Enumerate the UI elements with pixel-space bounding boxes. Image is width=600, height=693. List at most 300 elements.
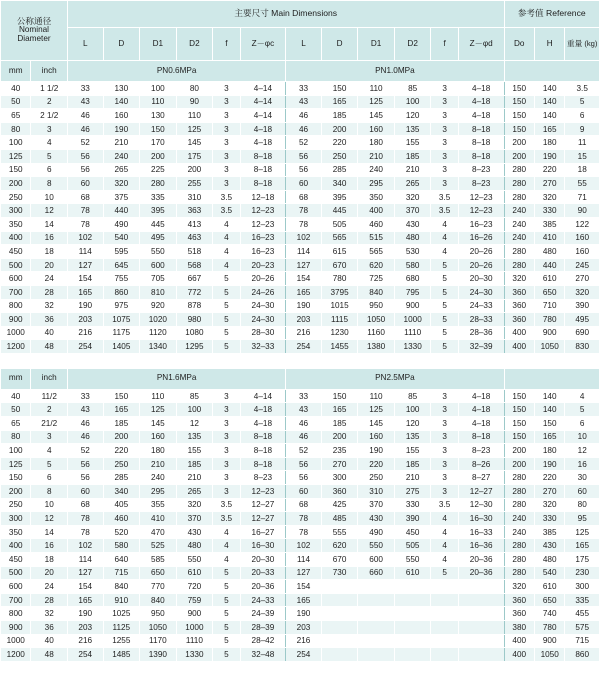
table-cell: 160	[140, 430, 177, 444]
reference-header: 参考值 Reference	[504, 1, 600, 28]
table-cell: 280	[504, 471, 534, 485]
table-cell: 900	[534, 634, 564, 648]
table-cell: 165	[321, 403, 358, 417]
table-cell: 20–33	[240, 566, 286, 580]
table-cell: 280	[504, 539, 534, 553]
table-cell: 220	[321, 136, 358, 150]
table-cell: 78	[68, 525, 104, 539]
table-cell: 43	[68, 403, 104, 417]
table-cell: 200	[504, 136, 534, 150]
col-header: D2	[176, 28, 213, 61]
table-cell: 1390	[140, 648, 177, 662]
table-cell: 580	[394, 258, 431, 272]
table-cell: 450	[394, 525, 431, 539]
table-cell: 125	[1, 149, 31, 163]
table-cell: 90	[565, 204, 600, 218]
table-cell: 210	[358, 149, 395, 163]
table-cell: 280	[504, 177, 534, 191]
table-cell: 363	[176, 204, 213, 218]
table-cell: 550	[176, 553, 213, 567]
table-cell: 1000	[1, 326, 31, 340]
table-cell: 165	[565, 539, 600, 553]
table-cell: 20	[31, 258, 68, 272]
table-cell: 8–18	[458, 149, 504, 163]
table-cell: 16–23	[240, 245, 286, 259]
section1-body	[1, 82, 600, 354]
table-cell: 155	[394, 136, 431, 150]
table-cell: 320	[565, 285, 600, 299]
table-cell: 3	[431, 109, 458, 123]
table-cell: 370	[176, 512, 213, 526]
table-cell: 725	[358, 272, 395, 286]
table-cell: 280	[504, 163, 534, 177]
table-cell: 3	[213, 403, 240, 417]
section-gap	[1, 353, 600, 368]
table-row	[1, 620, 600, 634]
table-cell: 8–26	[458, 457, 504, 471]
table-cell: 4–18	[458, 403, 504, 417]
table-cell: 740	[534, 607, 564, 621]
table-cell: 56	[68, 457, 104, 471]
table-cell: 255	[176, 177, 213, 191]
table-cell: 270	[534, 485, 564, 499]
table-cell: 65	[1, 109, 31, 123]
table-cell: 160	[103, 109, 140, 123]
table-cell: 150	[140, 122, 177, 136]
table-cell: 85	[176, 389, 213, 403]
table-cell: 600	[1, 580, 31, 594]
table-cell: 1115	[321, 313, 358, 327]
table-cell: 4–18	[458, 95, 504, 109]
unit-mm-label: mm	[1, 61, 31, 82]
table-cell: 200	[321, 122, 358, 136]
table-cell: 78	[68, 217, 104, 231]
pressure-right-label: PN1.0MPa	[286, 61, 504, 82]
table-row	[1, 580, 600, 594]
table-cell: 710	[534, 299, 564, 313]
table-cell: 1000	[394, 313, 431, 327]
table-cell: 28–39	[240, 620, 286, 634]
table-cell: 12	[31, 512, 68, 526]
table-cell: 400	[504, 340, 534, 354]
table-cell: 85	[394, 82, 431, 96]
table-cell: 4–14	[240, 389, 286, 403]
table-cell: 860	[565, 648, 600, 662]
col-header: H	[534, 28, 564, 61]
table-cell: 690	[565, 326, 600, 340]
table-cell: 360	[504, 285, 534, 299]
table-cell: 200	[504, 457, 534, 471]
table-row	[1, 403, 600, 417]
table-row	[1, 217, 600, 231]
table-cell: 210	[394, 163, 431, 177]
table-cell: 568	[176, 258, 213, 272]
nominal-diameter-header	[1, 1, 68, 61]
table-cell: 150	[504, 403, 534, 417]
table-cell: 3	[431, 82, 458, 96]
table-cell: 295	[358, 177, 395, 191]
table-cell: 18	[565, 163, 600, 177]
table-cell: 185	[321, 417, 358, 431]
table-cell: 145	[358, 417, 395, 431]
table-cell: 5	[213, 648, 240, 662]
table-cell: 114	[68, 553, 104, 567]
table-cell: 280	[504, 498, 534, 512]
table-cell: 52	[286, 136, 322, 150]
table-cell: 46	[286, 430, 322, 444]
table-cell: 650	[140, 566, 177, 580]
table-cell: 1170	[140, 634, 177, 648]
table-cell: 33	[68, 389, 104, 403]
table-cell: 100	[1, 444, 31, 458]
table-cell: 5	[431, 566, 458, 580]
table-row	[1, 485, 600, 499]
table-cell: 780	[534, 620, 564, 634]
table-cell: 530	[394, 245, 431, 259]
table-cell: 165	[321, 95, 358, 109]
table-cell: 650	[534, 593, 564, 607]
table-cell: 5	[213, 340, 240, 354]
table-row	[1, 177, 600, 191]
table-cell: 310	[176, 190, 213, 204]
table-cell: 295	[140, 485, 177, 499]
table-cell: 175	[176, 149, 213, 163]
table-cell: 43	[286, 95, 322, 109]
table-cell: 3	[213, 444, 240, 458]
table-cell: 520	[103, 525, 140, 539]
table-cell: 705	[140, 272, 177, 286]
table-cell: 480	[176, 539, 213, 553]
table-cell: 140	[103, 95, 140, 109]
table-cell: 56	[286, 471, 322, 485]
table-cell: 400	[358, 204, 395, 218]
table-cell: 4	[213, 525, 240, 539]
table-cell: 500	[1, 258, 31, 272]
table-cell: 135	[176, 430, 213, 444]
header-row-columns	[1, 28, 600, 61]
table-cell: 254	[68, 340, 104, 354]
pressure-right-label: PN2.5MPa	[286, 368, 504, 389]
table-cell: 216	[286, 326, 322, 340]
table-cell: 480	[394, 231, 431, 245]
table-cell: 320	[504, 580, 534, 594]
table-row	[1, 471, 600, 485]
table-cell: 320	[394, 190, 431, 204]
pressure-left-label: PN1.6MPa	[68, 368, 286, 389]
table-cell: 250	[358, 471, 395, 485]
table-cell: 385	[534, 217, 564, 231]
table-cell: 68	[286, 190, 322, 204]
table-cell: 150	[504, 82, 534, 96]
table-cell: 300	[1, 512, 31, 526]
table-cell: 235	[321, 444, 358, 458]
table-cell: 670	[321, 258, 358, 272]
table-cell: 225	[140, 163, 177, 177]
table-cell: 200	[321, 430, 358, 444]
table-cell: 3	[213, 485, 240, 499]
table-cell	[394, 620, 431, 634]
table-cell	[358, 593, 395, 607]
table-cell: 4	[31, 136, 68, 150]
table-cell: 12	[565, 444, 600, 458]
table-cell: 3	[213, 95, 240, 109]
table-row	[1, 258, 600, 272]
table-cell: 60	[565, 485, 600, 499]
table-cell: 125	[358, 95, 395, 109]
table-cell: 21/2	[31, 417, 68, 431]
table-cell: 140	[534, 389, 564, 403]
table-cell: 800	[1, 299, 31, 313]
table-cell: 122	[565, 217, 600, 231]
table-cell: 78	[286, 204, 322, 218]
reference-blank	[504, 368, 600, 389]
table-cell: 330	[534, 204, 564, 218]
table-cell: 550	[394, 553, 431, 567]
table-cell: 46	[286, 122, 322, 136]
table-cell	[321, 580, 358, 594]
table-cell: 3	[431, 444, 458, 458]
table-cell: 878	[176, 299, 213, 313]
table-cell: 300	[321, 471, 358, 485]
table-cell: 8–23	[458, 163, 504, 177]
table-cell: 280	[504, 190, 534, 204]
table-cell: 5	[213, 313, 240, 327]
table-cell: 320	[176, 498, 213, 512]
table-cell: 240	[504, 525, 534, 539]
table-cell: 20–36	[458, 566, 504, 580]
table-cell: 540	[534, 566, 564, 580]
table-cell: 3	[431, 149, 458, 163]
table-cell: 165	[286, 285, 322, 299]
table-cell: 52	[68, 136, 104, 150]
table-cell: 100	[394, 403, 431, 417]
table-cell: 4–18	[240, 403, 286, 417]
table-cell: 33	[286, 82, 322, 96]
header-row-top	[1, 1, 600, 28]
table-cell: 5	[431, 313, 458, 327]
table-row	[1, 82, 600, 96]
table-cell: 1340	[140, 340, 177, 354]
table-cell	[321, 607, 358, 621]
col-header: D2	[394, 28, 431, 61]
table-cell: 32	[31, 299, 68, 313]
table-cell: 610	[394, 566, 431, 580]
table-cell: 400	[1, 539, 31, 553]
table-cell	[431, 593, 458, 607]
table-cell: 4	[213, 539, 240, 553]
table-cell: 135	[394, 430, 431, 444]
table-cell: 78	[286, 525, 322, 539]
table-cell: 160	[565, 231, 600, 245]
table-cell: 1160	[358, 326, 395, 340]
table-cell: 2 1/2	[31, 109, 68, 123]
table-cell: 24	[31, 272, 68, 286]
table-cell: 1200	[1, 648, 31, 662]
table-cell: 56	[68, 471, 104, 485]
table-cell: 5	[565, 95, 600, 109]
table-cell: 16–30	[458, 512, 504, 526]
table-cell: 50	[1, 403, 31, 417]
table-cell: 220	[534, 163, 564, 177]
table-cell: 1110	[394, 326, 431, 340]
table-cell: 12–23	[458, 190, 504, 204]
table-cell: 4	[213, 217, 240, 231]
table-cell: 127	[68, 258, 104, 272]
nominal-en-label: Nominal Diameter	[17, 25, 51, 44]
table-cell: 16–27	[240, 525, 286, 539]
table-cell: 15	[565, 149, 600, 163]
table-cell: 770	[140, 580, 177, 594]
table-cell: 720	[176, 580, 213, 594]
table-cell: 32	[31, 607, 68, 621]
table-row	[1, 525, 600, 539]
table-cell: 114	[286, 245, 322, 259]
table-cell: 615	[321, 245, 358, 259]
table-cell: 5	[213, 272, 240, 286]
table-cell: 20–30	[458, 272, 504, 286]
table-cell: 46	[68, 122, 104, 136]
table-cell: 3.5	[213, 498, 240, 512]
table-cell: 3	[213, 471, 240, 485]
table-cell: 56	[68, 163, 104, 177]
table-cell: 65	[1, 417, 31, 431]
table-cell: 240	[103, 149, 140, 163]
table-cell: 4–18	[240, 417, 286, 431]
table-cell: 78	[286, 512, 322, 526]
table-cell: 80	[176, 82, 213, 96]
table-cell: 240	[504, 231, 534, 245]
table-cell: 620	[358, 258, 395, 272]
table-cell: 270	[534, 177, 564, 191]
table-cell: 16	[565, 457, 600, 471]
table-cell: 5	[431, 340, 458, 354]
table-cell: 185	[394, 457, 431, 471]
table-cell: 24–33	[240, 593, 286, 607]
table-cell: 28	[31, 285, 68, 299]
table-cell	[458, 648, 504, 662]
main-dimensions-header: 主要尺寸 Main Dimensions	[68, 1, 505, 28]
table-cell: 400	[1, 231, 31, 245]
table-cell: 575	[565, 620, 600, 634]
table-cell: 280	[140, 177, 177, 191]
table-cell: 5	[31, 457, 68, 471]
table-cell: 220	[103, 444, 140, 458]
table-cell: 185	[321, 109, 358, 123]
table-cell: 60	[286, 485, 322, 499]
table-cell: 550	[358, 539, 395, 553]
table-cell: 154	[68, 580, 104, 594]
table-cell: 135	[394, 122, 431, 136]
table-cell: 610	[534, 580, 564, 594]
table-cell: 3	[213, 177, 240, 191]
table-cell: 125	[358, 403, 395, 417]
table-cell: 155	[394, 444, 431, 458]
section2-body	[1, 389, 600, 661]
table-cell: 220	[358, 457, 395, 471]
table-cell: 3	[31, 430, 68, 444]
table-cell: 265	[176, 485, 213, 499]
table-cell: 140	[534, 95, 564, 109]
table-cell: 650	[534, 285, 564, 299]
table-cell: 216	[286, 634, 322, 648]
table-cell: 254	[286, 340, 322, 354]
table-cell: 32–48	[240, 648, 286, 662]
table-cell	[321, 648, 358, 662]
table-cell	[458, 580, 504, 594]
table-cell: 102	[68, 539, 104, 553]
table-cell: 16	[31, 231, 68, 245]
table-cell: 285	[103, 471, 140, 485]
table-cell: 755	[103, 272, 140, 286]
table-cell: 60	[286, 177, 322, 191]
table-cell: 320	[534, 498, 564, 512]
table-cell: 203	[286, 620, 322, 634]
table-cell: 390	[394, 512, 431, 526]
table-cell: 200	[103, 430, 140, 444]
table-cell: 4	[213, 258, 240, 272]
table-cell: 150	[1, 163, 31, 177]
table-cell: 28–33	[458, 313, 504, 327]
table-cell: 12	[31, 204, 68, 218]
table-cell: 250	[321, 149, 358, 163]
table-cell: 130	[140, 109, 177, 123]
table-cell: 280	[504, 245, 534, 259]
table-cell	[358, 620, 395, 634]
table-cell: 12–18	[240, 190, 286, 204]
table-cell: 8–18	[240, 430, 286, 444]
table-cell: 210	[394, 471, 431, 485]
table-cell: 200	[1, 177, 31, 191]
table-cell: 20–36	[240, 580, 286, 594]
table-cell: 16	[31, 539, 68, 553]
table-cell: 48	[31, 340, 68, 354]
table-cell: 413	[176, 217, 213, 231]
table-cell: 265	[394, 177, 431, 191]
table-row	[1, 326, 600, 340]
table-cell: 3	[213, 417, 240, 431]
table-cell: 3	[213, 457, 240, 471]
table-cell: 3	[431, 485, 458, 499]
table-cell: 5	[213, 566, 240, 580]
table-cell: 1405	[103, 340, 140, 354]
table-cell: 1200	[1, 340, 31, 354]
table-cell: 154	[286, 272, 322, 286]
table-cell: 90	[176, 95, 213, 109]
table-cell: 43	[68, 95, 104, 109]
table-cell: 28–30	[240, 326, 286, 340]
table-cell: 860	[103, 285, 140, 299]
table-cell: 210	[140, 457, 177, 471]
table-cell: 1255	[103, 634, 140, 648]
table-row	[1, 553, 600, 567]
col-header: Do	[504, 28, 534, 61]
table-cell: 18	[31, 245, 68, 259]
table-cell: 565	[358, 245, 395, 259]
table-cell: 24	[31, 580, 68, 594]
table-cell: 450	[1, 553, 31, 567]
table-cell: 160	[358, 122, 395, 136]
table-cell: 610	[534, 272, 564, 286]
table-cell: 3.5	[213, 204, 240, 218]
table-cell: 900	[176, 607, 213, 621]
table-cell: 715	[565, 634, 600, 648]
table-cell: 48	[31, 648, 68, 662]
table-cell: 5	[431, 272, 458, 286]
table-cell: 8–18	[240, 444, 286, 458]
table-cell: 8–23	[240, 471, 286, 485]
table-cell: 810	[140, 285, 177, 299]
table-cell: 71	[565, 190, 600, 204]
